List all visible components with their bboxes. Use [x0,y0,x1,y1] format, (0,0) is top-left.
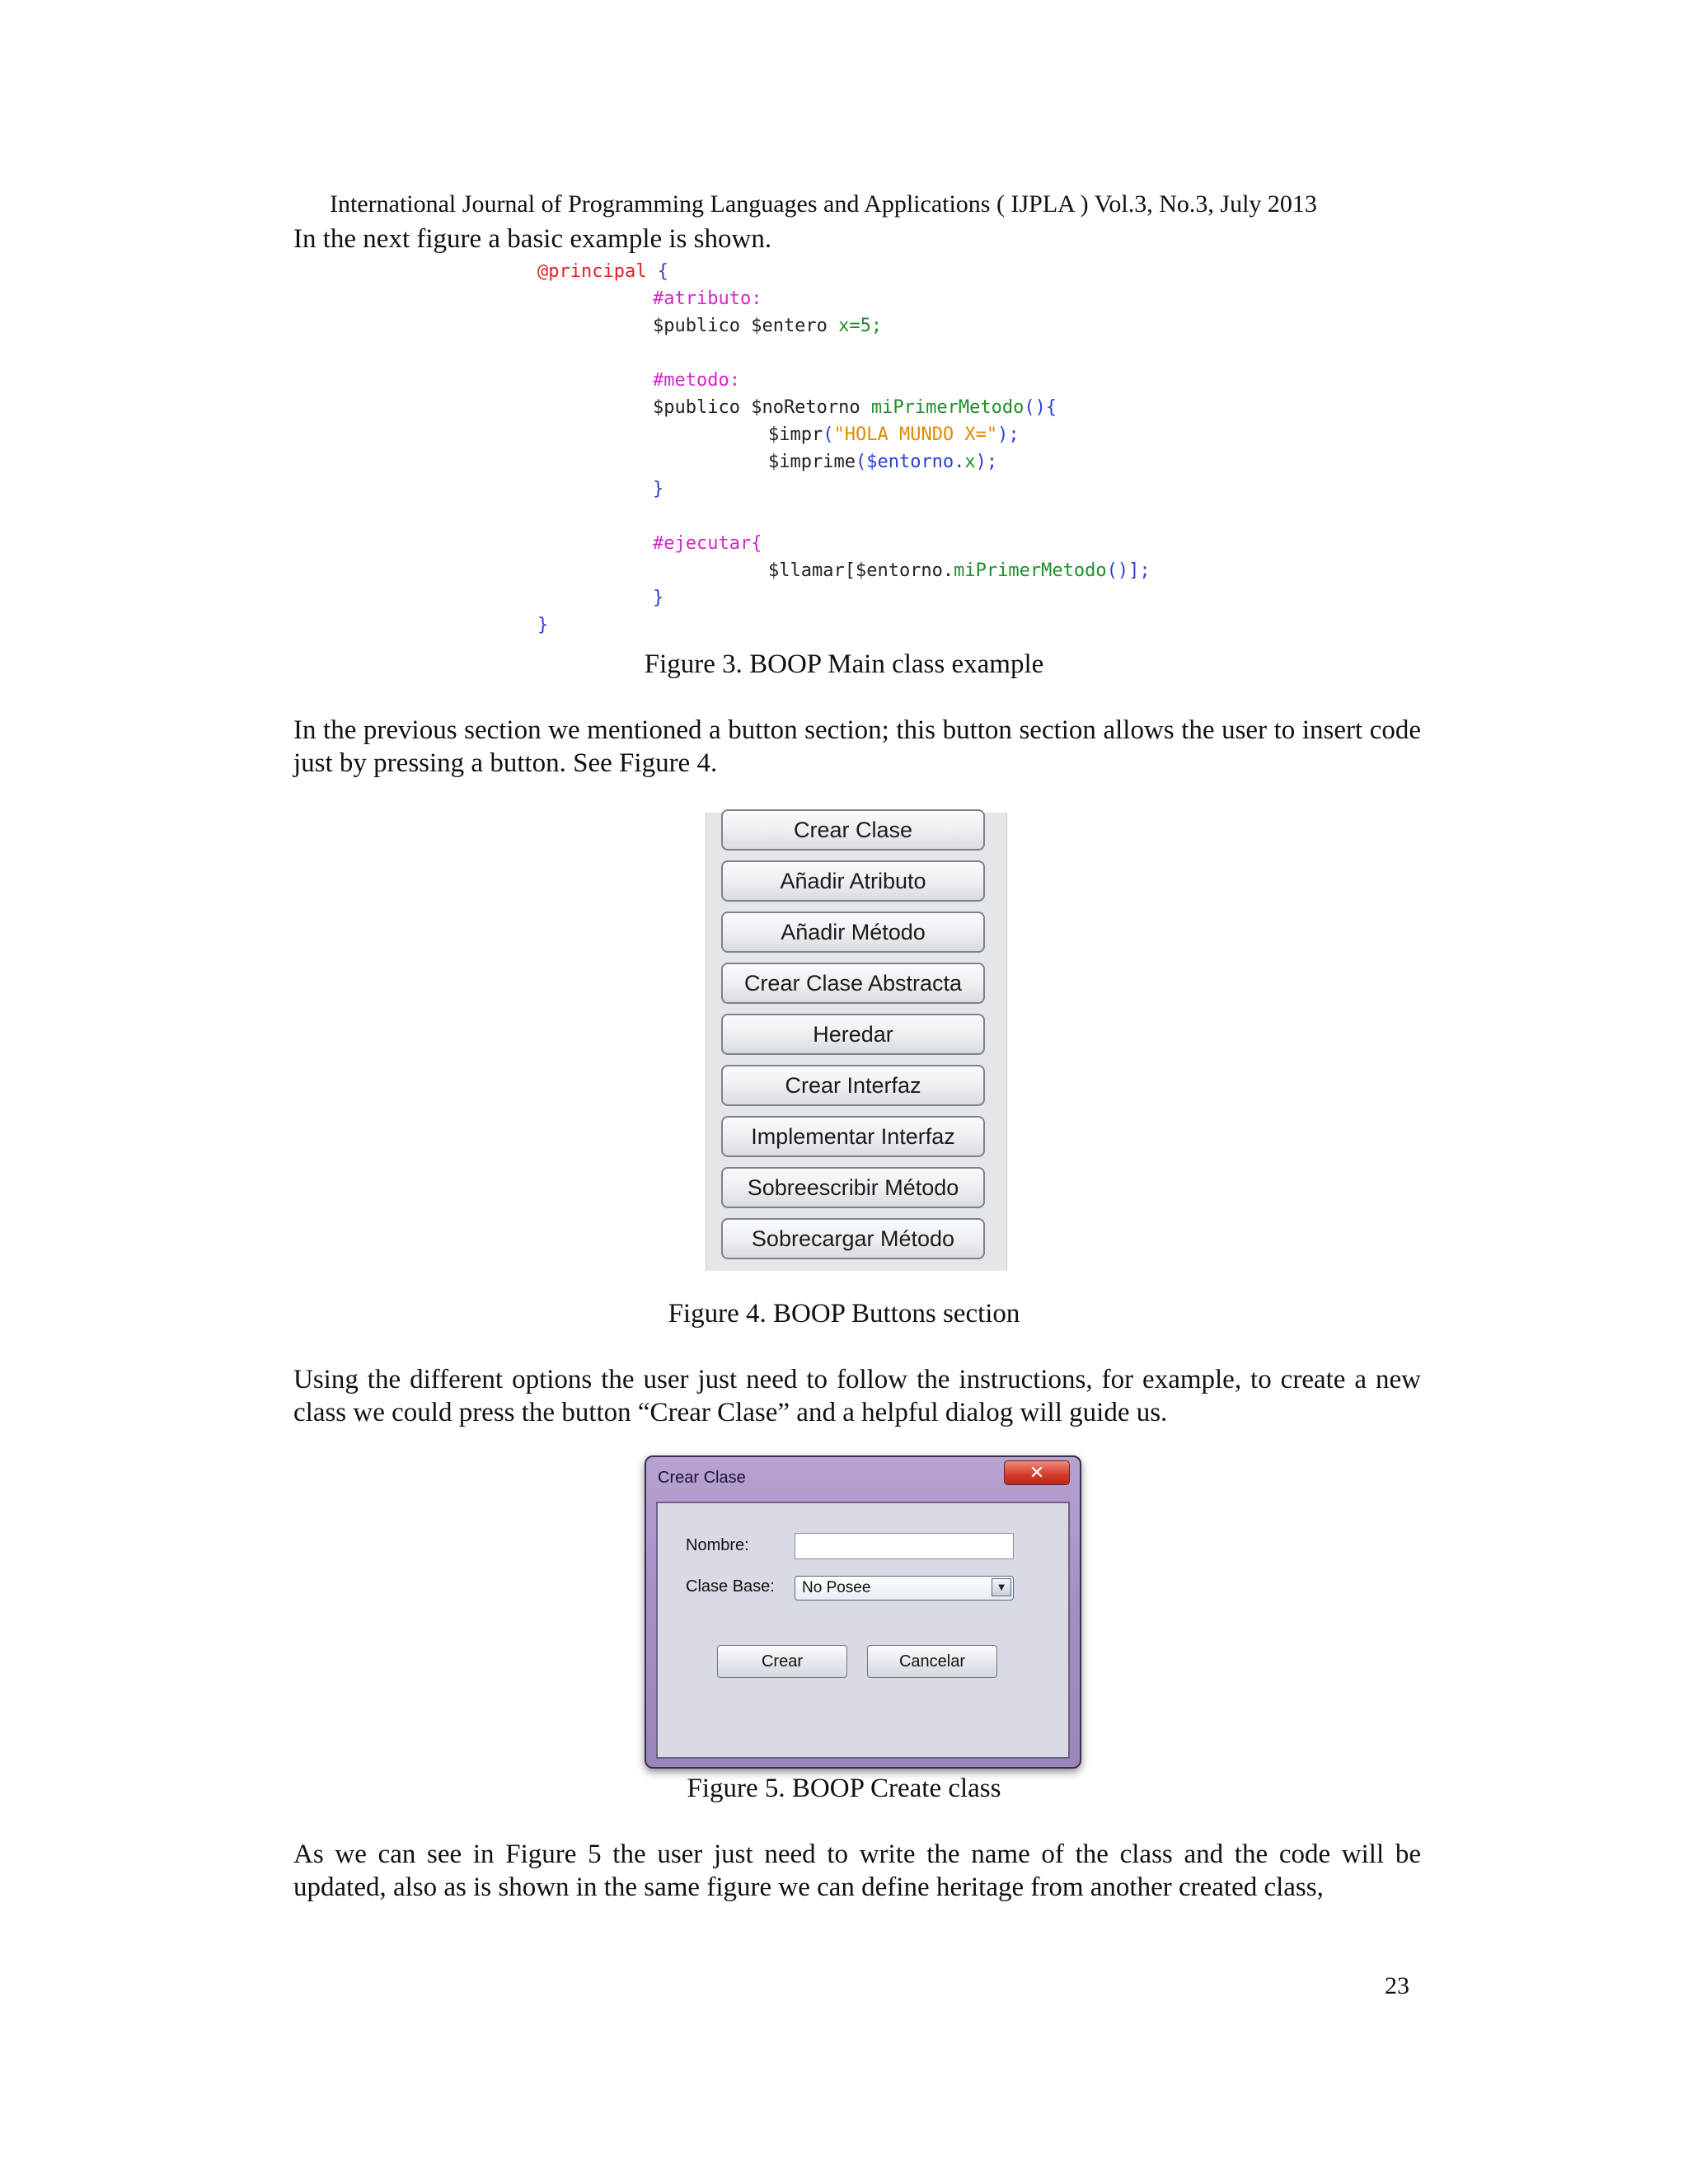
intro-paragraph: In the next figure a basic example is shown. [293,224,772,254]
code-line-11: } [653,588,664,608]
dialog-title: Crear Clase [658,1469,746,1487]
crear-clase-button[interactable]: Crear Clase [721,809,985,851]
crear-interfaz-button[interactable]: Crear Interfaz [721,1065,985,1106]
code-token: "HOLA MUNDO X=" [833,424,998,445]
code-line-4 [653,369,740,392]
dialog-body [656,1502,1070,1759]
code-token: { [646,261,668,282]
code-token: miPrimerMetodo [954,560,1107,581]
nombre-input[interactable] [795,1533,1014,1559]
implementar-interfaz-button[interactable]: Implementar Interfaz [721,1116,985,1157]
code-line-9: #ejecutar{ [653,533,762,554]
code-token: x [964,452,976,472]
code-line-1 [537,260,668,284]
code-token: $llamar[$entorno. [768,560,954,581]
code-token: x=5; [838,316,883,336]
anadir-atributo-button[interactable]: Añadir Atributo [721,860,985,902]
code-line-12: } [537,615,549,635]
figure4-caption: Figure 4. BOOP Buttons section [668,1299,1020,1329]
code-token: ); [997,424,1020,445]
sobreescribir-metodo-button[interactable]: Sobreescribir Método [721,1167,985,1208]
cancelar-button[interactable]: Cancelar [867,1645,997,1678]
sobrecargar-metodo-button[interactable]: Sobrecargar Método [721,1218,985,1259]
journal-header: International Journal of Programming Languages and Applications ( IJPLA ) Vol.3, No.3, July 2013 [330,190,1317,218]
code-token: $impr [768,424,823,445]
code-token: miPrimerMetodo [870,397,1025,418]
page-number: 23 [1385,1972,1409,1999]
anadir-metodo-button[interactable]: Añadir Método [721,912,985,953]
code-token: ); [975,452,998,472]
code-listing [537,260,1172,640]
paragraph-heritage: As we can see in Figure 5 the user just need to write the name of the class and the code will be updated, also as is shown in the same figure we can define heritage from another created class, [293,1840,1421,1902]
code-line-5 [653,396,1057,419]
figure5-caption: Figure 5. BOOP Create class [687,1774,1001,1803]
code-token: @principal [537,261,647,282]
crear-clase-abstracta-button[interactable]: Crear Clase Abstracta [721,963,985,1004]
code-token: ( [823,424,834,445]
code-line-3 [653,315,882,338]
code-line-8: } [653,479,664,499]
code-token: #metodo: [653,370,740,391]
code-line-6 [768,424,1020,447]
code-token: ($entorno. [855,452,965,472]
dropdown-arrow-icon[interactable]: ▼ [992,1578,1011,1596]
paragraph-buttons-intro: In the previous section we mentioned a button section; this button section allows the user to insert code just by pressing a button. See Figure 4. [293,715,1421,778]
crear-clase-dialog [645,1455,1081,1769]
close-icon[interactable]: ✕ [1004,1460,1070,1485]
heredar-button[interactable]: Heredar [721,1014,985,1055]
code-token: $publico $entero [653,316,839,336]
code-line-2 [653,288,762,311]
figure3-caption: Figure 3. BOOP Main class example [644,649,1044,679]
nombre-label: Nombre: [686,1536,749,1554]
crear-button[interactable]: Crear [717,1645,847,1678]
code-token: (){ [1024,397,1057,418]
code-token: $imprime [768,452,856,472]
code-line-10 [768,560,1151,583]
paragraph-dialog-intro: Using the different options the user just need to follow the instructions, for example, to create a new class we could press the button “Crear Clase” and a helpful dialog will guide us. [293,1365,1421,1427]
code-token: ()]; [1106,560,1151,581]
clase-base-value: No Posee [802,1579,871,1596]
clase-base-label: Clase Base: [686,1577,775,1596]
code-token: #atributo: [653,288,762,309]
clase-base-select[interactable] [795,1576,1014,1601]
code-line-7 [768,451,997,474]
code-token: $publico $noRetorno [653,397,871,418]
buttons-panel [706,813,1007,1271]
